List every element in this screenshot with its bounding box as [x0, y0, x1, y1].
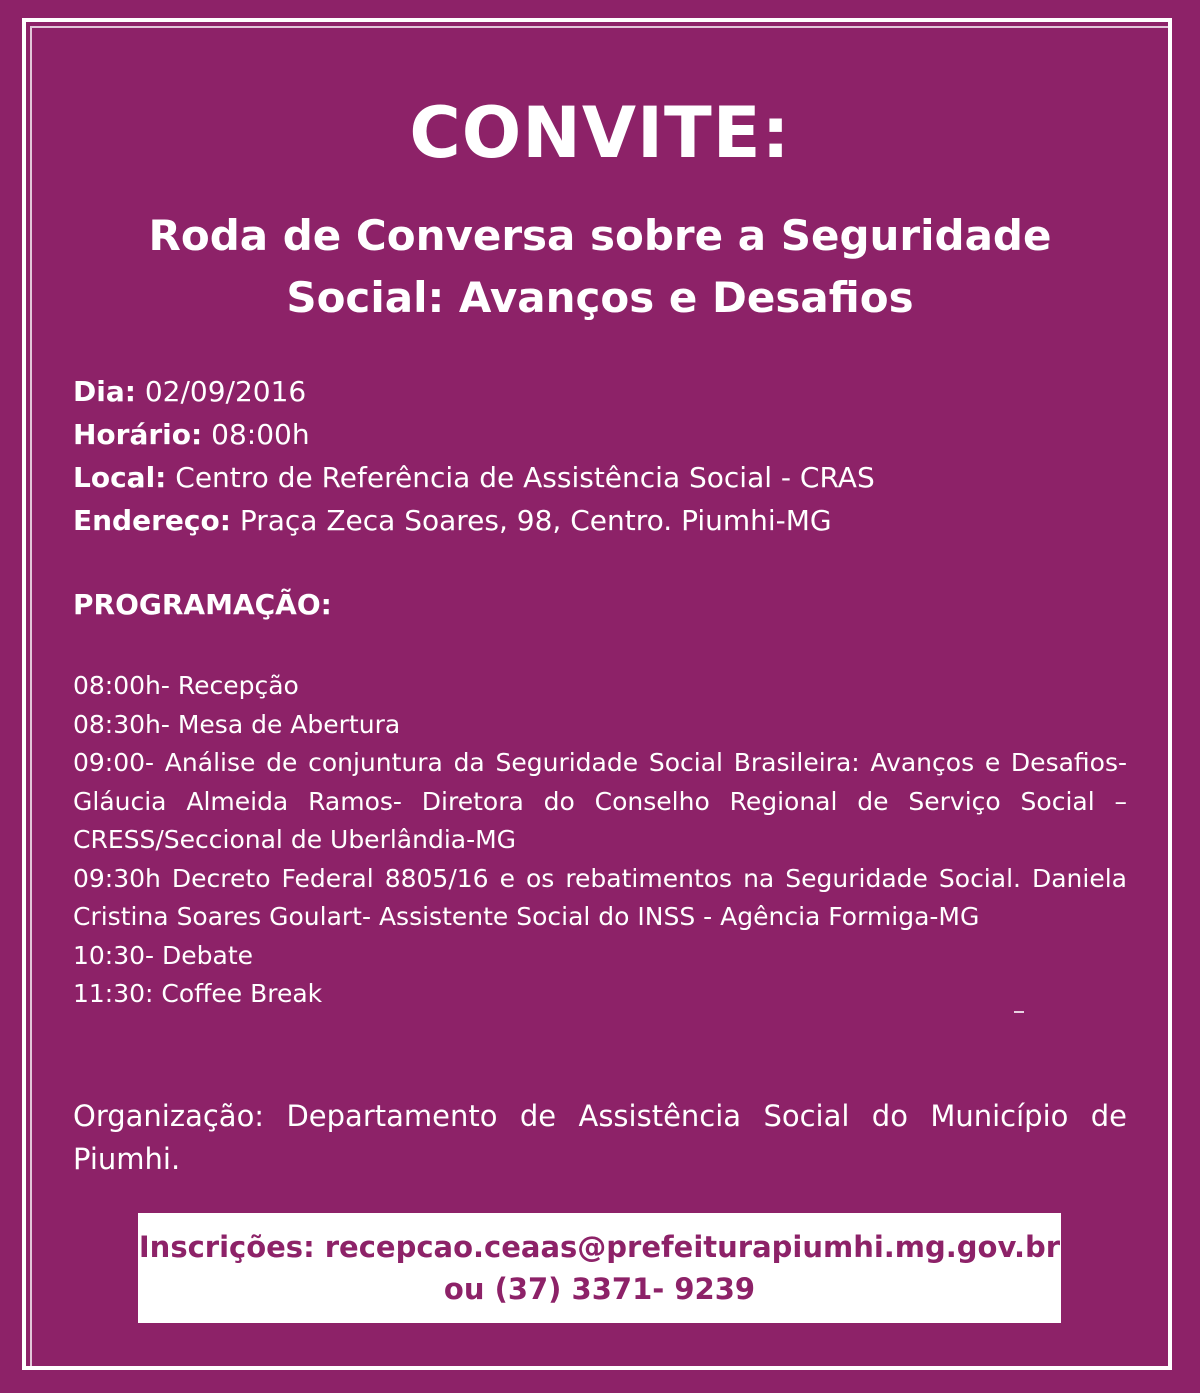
- subtitle-line-2: Social: Avanços e Desafios: [286, 273, 914, 322]
- detail-address-label: Endereço:: [73, 504, 231, 537]
- detail-time-value: 08:00h: [211, 418, 310, 451]
- registration-box: [138, 1213, 1061, 1323]
- event-details: [73, 370, 1133, 542]
- detail-location-label: Local:: [73, 461, 167, 494]
- event-subtitle: [100, 205, 1100, 329]
- detail-date-value: 02/09/2016: [144, 375, 307, 408]
- detail-date-label: Dia:: [73, 375, 136, 408]
- program-item: 08:00h- Recepção: [73, 671, 299, 700]
- program-item: 11:30: Coffee Break: [73, 979, 323, 1008]
- stray-dash: [1014, 1011, 1024, 1013]
- registration-email[interactable]: Inscrições: recepcao.ceaas@prefeiturapiumhi.mg.gov.br: [138, 1230, 1061, 1264]
- program-heading: PROGRAMAÇÃO:: [73, 588, 332, 621]
- organization-label: Organização:: [73, 1099, 265, 1133]
- program-item: 09:00- Análise de conjuntura da Seguridade Social Brasileira: Avanços e Desafios- Gláucia Almeida Ramos- Diretora do Conselho Regional de Serviço Social – CRESS/Seccional de Uberlândia-MG: [73, 748, 1127, 854]
- invite-title: CONVITE:: [409, 92, 791, 174]
- registration-phone[interactable]: ou (37) 3371- 9239: [443, 1272, 756, 1306]
- detail-location-value: Centro de Referência de Assistência Social - CRAS: [175, 461, 875, 494]
- detail-address: [73, 499, 1133, 542]
- detail-location: [73, 456, 1133, 499]
- detail-address-value: Praça Zeca Soares, 98, Centro. Piumhi-MG: [239, 504, 832, 537]
- program-list: [73, 667, 1127, 1014]
- organization: [73, 1095, 1127, 1181]
- program-item: 09:30h Decreto Federal 8805/16 e os rebatimentos na Seguridade Social. Daniela Cristina Soares Goulart- Assistente Social do INSS - Agência Formiga-MG: [73, 863, 1127, 931]
- program-item: 10:30- Debate: [73, 940, 254, 970]
- organization-text: Departamento de Assistência Social do Município de Piumhi.: [73, 1099, 1128, 1176]
- program-item: 08:30h- Mesa de Abertura: [73, 709, 401, 739]
- detail-date: [73, 370, 1133, 413]
- detail-time: [73, 413, 1133, 456]
- subtitle-line-1: Roda de Conversa sobre a Seguridade: [148, 211, 1052, 260]
- detail-time-label: Horário:: [73, 418, 203, 451]
